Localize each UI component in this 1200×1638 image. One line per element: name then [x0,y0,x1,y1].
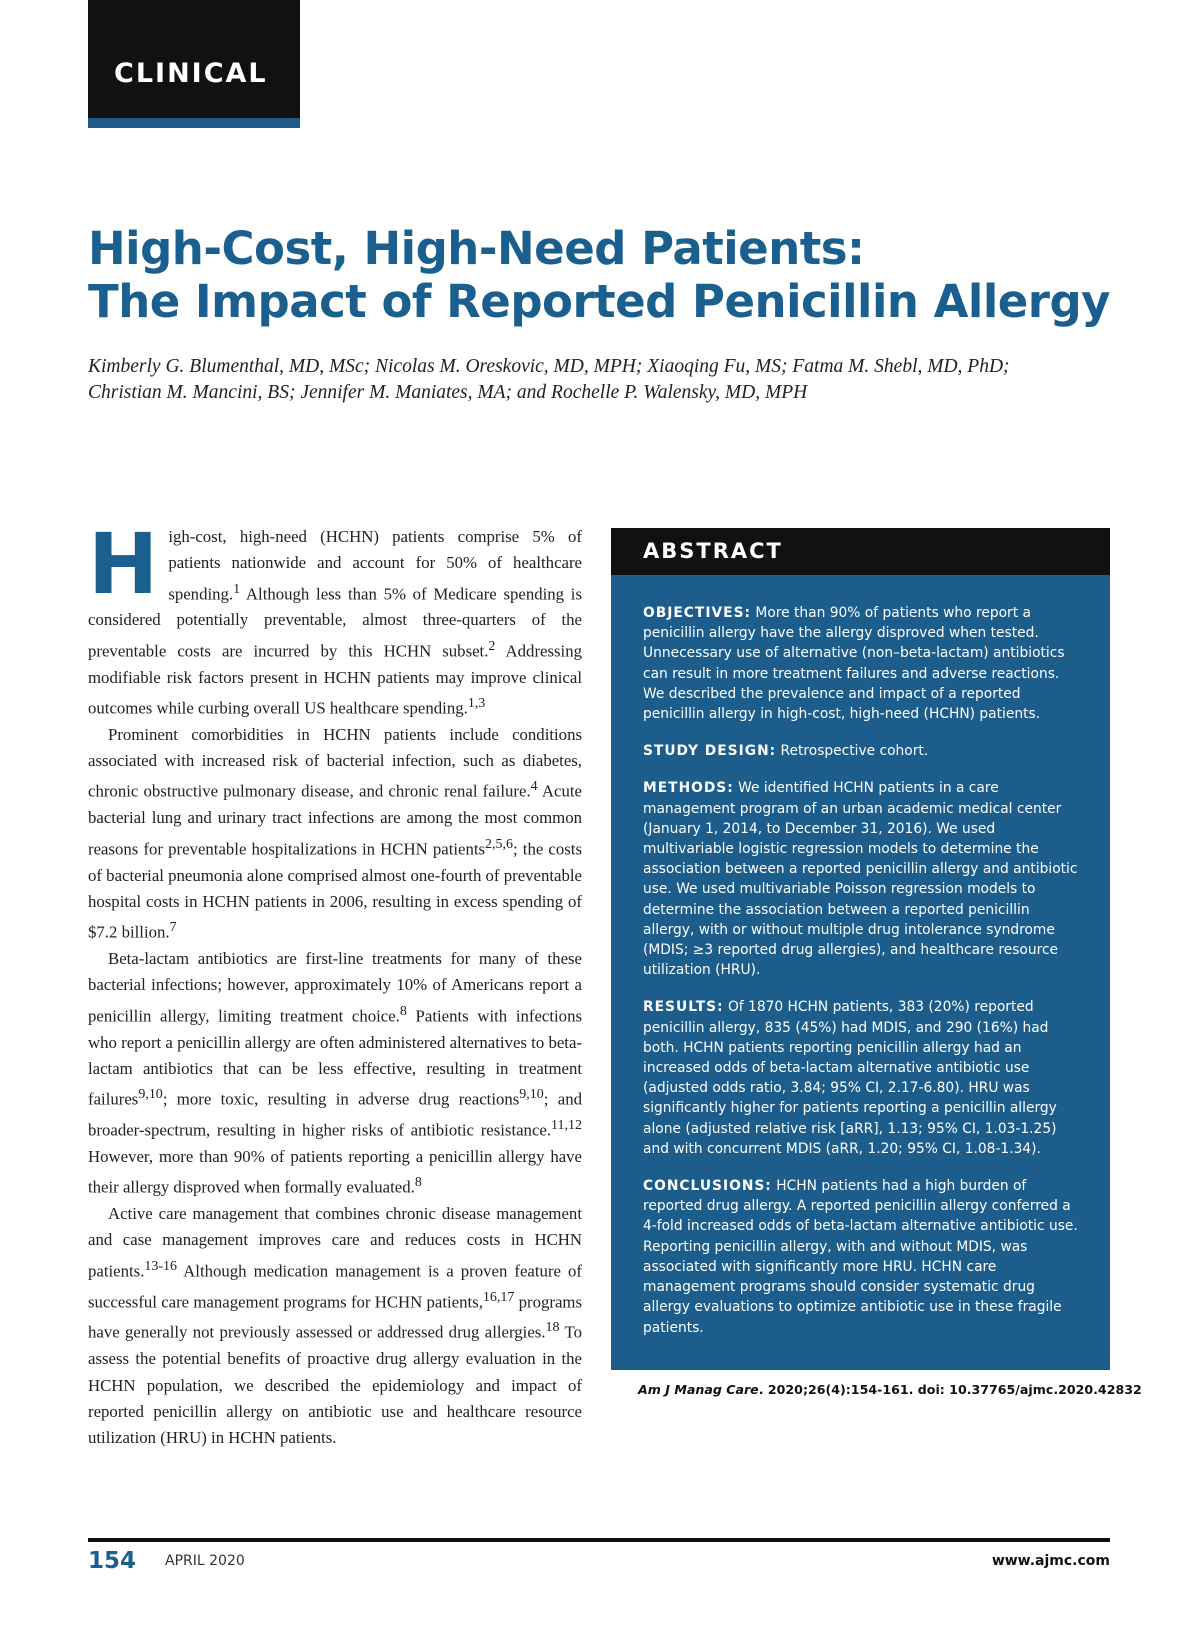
abstract-heading: ABSTRACT [643,539,783,563]
section-label-box [88,0,300,118]
ref-superscript: 8 [414,1175,422,1191]
abstract-box [611,528,1110,1370]
title-line-1: High-Cost, High-Need Patients: [88,222,865,275]
abstract-results: RESULTS: Of 1870 HCHN patients, 383 (20%) reported penicillin allergy, 835 (45%) had MDIS, and 290 (16%) had both. HCHN patients reporting penicillin allergy had an increased odds of beta-lactam alternative antibiotic use (adjusted odds ratio, 3.84; 95% CI, 2.17-6.80). HRU was significantly higher for patients reporting a penicillin allergy alone (adjusted relative risk [aRR], 1.13; 95% CI, 1.03-1.25) and with concurrent MDIS (aRR, 1.20; 95% CI, 1.08-1.34). [643,999,1057,1157]
ref-superscript: 18 [545,1320,560,1336]
abstract-methods: METHODS: We identified HCHN patients in a care management program of an urban academic medical center (January 1, 2014, to December 31, 2016). We used multivariable logistic regression models to determine the association between a reported penicillin allergy and antibiotic use. We used multivariable Poisson regression models to determine the association between a reported penicillin allergy, with or without multiple drug intolerance syndrome (MDIS; ≥3 reported drug allergies), and healthcare resource utilization (HRU). [643,780,1078,979]
author-list [88,354,1148,406]
ref-superscript: 1 [233,581,241,597]
ref-superscript: 11,12 [551,1117,582,1133]
results-label: RESULTS: [643,999,724,1016]
abstract-body [611,575,1110,1338]
author-line-2: Christian M. Mancini, BS; Jennifer M. Maniates, MA; and Rochelle P. Walensky, MD, MPH [88,382,808,403]
objectives-label: OBJECTIVES: [643,605,752,621]
abstract-study-design: STUDY DESIGN: Retrospective cohort. [643,743,929,760]
journal-citation: Am J Manag Care. 2020;26(4):154-161. doi: 10.37765/ajmc.2020.42832 [638,1382,1142,1397]
title-line-2: The Impact of Reported Penicillin Allergy [88,275,1111,328]
body-paragraph-2: Prominent comorbidities in HCHN patients include conditions associated with increased risk of bacterial infection, such as diabetes, chronic obstructive pulmonary disease, and chronic renal failure.$^4$ Acute bacterial lung and urinary tract infections are among the most common reasons for preventable hospitalizations in HCHN patients$^{2,5,6}$; the costs of bacterial pneumonia alone comprised almost one-fourth of preventable hospital costs in HCHN patients in 2006, resulting in excess spending of $7.2 billion.$^7$ [88,724,582,942]
footer-divider [88,1538,1110,1542]
page-number: 154 [88,1548,137,1574]
ref-superscript: 16,17 [482,1289,515,1305]
body-paragraph-4: Active care management that combines chronic disease management and case management improves care and reduces costs in HCHN patients.$^{13-16}$ Although medication management is a proven feature of successful care management programs for HCHN patients,$^{16,17}$ programs have generally not previously assessed or addressed drug allergies.$^{18}$ To assess the potential benefits of proactive drug allergy evaluation in the HCHN population, we described the epidemiology and impact of reported penicillin allergy on antibiotic use and healthcare resource utilization (HRU) in HCHN patients. [88,1204,583,1448]
ref-superscript: 9,10 [519,1087,544,1103]
journal-name: Am J Manag Care [638,1382,759,1397]
ref-superscript: 13-16 [144,1258,178,1274]
study-design-label: STUDY DESIGN: [643,743,777,760]
methods-label: METHODS: [643,780,734,797]
body-paragraph-1: High-cost, high-need (HCHN) patients comprise 5% of patients nationwide and account for 50% of healthcare spending.$^1$ Although less than 5% of Medicare spending is considered potentially preventable, almost three-quarters of the preventable costs are incurred by this HCHN subset.$^2$ Addressing modifiable risk factors present in HCHN patients may improve clinical outcomes while curbing overall US healthcare spending.$^{1,3}$ [88,515,582,718]
ref-superscript: 8 [399,1003,407,1019]
abstract-conclusions: CONCLUSIONS: HCHN patients had a high burden of reported drug allergy. A reported penicillin allergy conferred a 4-fold increased odds of beta-lactam alternative antibiotic use. Reporting penicillin allergy, with and without MDIS, was associated with significantly more HRU. HCHN care management programs should consider systematic drug allergy evaluations to optimize antibiotic use in these fragile patients. [643,1178,1078,1336]
section-label: CLINICAL [114,58,268,89]
body-paragraph-3: Beta-lactam antibiotics are first-line treatments for many of these bacterial infections; however, approximately 10% of Americans report a penicillin allergy, limiting treatment choice.$^8$ Patients with infections who report a penicillin allergy are often administered alternatives to beta-lactam antibiotics that can be less effective, resulting in treatment failures$^{9,10}$; more toxic, resulting in adverse drug reactions$^{9,10}$; and broader-spectrum, resulting in higher risks of antibiotic resistance.$^{11,12}$ However, more than 90% of patients reporting a penicillin allergy have their allergy disproved when formally evaluated.$^8$ [88,949,582,1197]
abstract-objectives: OBJECTIVES: More than 90% of patients who report a penicillin allergy have the allergy disproved when tested. Unnecessary use of alternative (non–beta-lactam) antibiotics can result in more treatment failures and adverse reactions. We described the prevalence and impact of a reported penicillin allergy in high-cost, high-need (HCHN) patients. [643,605,1065,723]
conclusions-label: CONCLUSIONS: [643,1178,772,1195]
ref-superscript: 1,3 [467,695,486,711]
author-line-1: Kimberly G. Blumenthal, MD, MSc; Nicolas M. Oreskovic, MD, MPH; Xiaoqing Fu, MS; Fatma M. Shebl, MD, PhD; [88,356,1010,377]
ref-superscript: 7 [169,920,177,936]
article-title [88,222,1138,328]
drop-cap: H [88,515,159,613]
body-text-column [88,515,583,1452]
ref-superscript: 2 [488,638,496,654]
ref-superscript: 2,5,6 [485,836,514,852]
section-accent-bar [88,118,300,128]
abstract-header [611,528,1110,575]
issue-date: APRIL 2020 [165,1553,245,1569]
ref-superscript: 4 [530,779,538,795]
ref-superscript: 9,10 [138,1087,163,1103]
journal-website-link[interactable]: www.ajmc.com [991,1553,1110,1569]
